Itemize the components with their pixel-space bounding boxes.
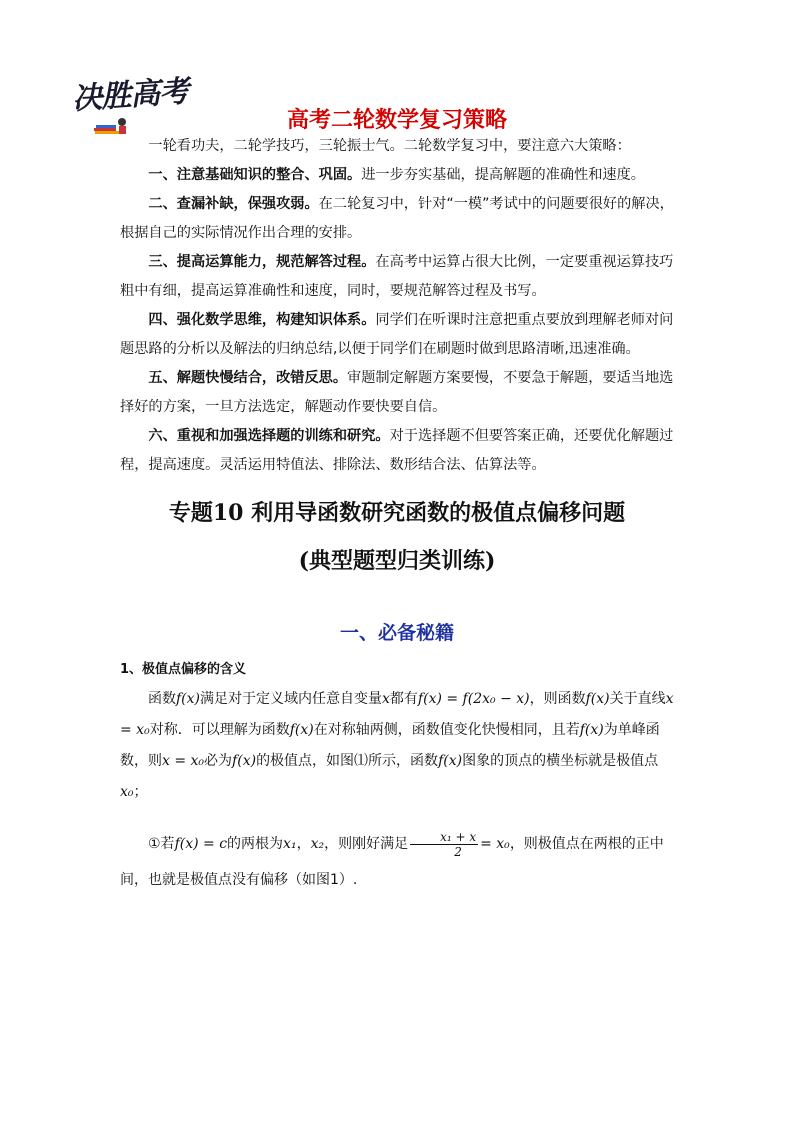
strategy-title: 高考二轮数学复习策略 — [286, 108, 507, 133]
strategy-item-heading: 四、强化数学思维，构建知识体系。 — [148, 312, 376, 328]
paragraph-definition — [120, 684, 680, 808]
text-run: 在对称轴两侧，函数值变化快慢相同，且若 — [313, 722, 580, 738]
strategy-item-text: 在二轮复习中，针对“一模”考试中的问题要很好的解决，根据自己的实际情况作出合理的安排。 — [120, 196, 674, 241]
text-run: 对称．可以理解为函数 — [149, 722, 290, 738]
text-run: 图象的顶点的横坐标就是极值点 — [462, 753, 659, 769]
math-expr: f(x) = c — [174, 836, 228, 852]
math-expr: x₀ — [120, 784, 134, 800]
text-run: 都有 — [389, 691, 418, 707]
text-run: ，则极值点在两根的正中间，也就是极值点没有偏移（如图1）. — [120, 836, 664, 888]
strategy-item-heading: 一、注意基础知识的整合、巩固。 — [148, 167, 362, 183]
fraction-denominator: 2 — [454, 844, 462, 859]
math-expr: = x₀ — [480, 836, 510, 852]
text-run: 关于直线 — [609, 691, 666, 707]
topic-title-line2: (典型题型归类训练) — [298, 548, 496, 574]
strategy-item-text: 进一步夯实基础，提高解题的准确性和速度。 — [361, 167, 645, 183]
strategy-item-text: 在高考中运算占很大比例，一定要重视运算技巧粗中有细，提高运算准确性和速度，同时，要规范解答过程及书写。 — [120, 254, 674, 299]
math-expr: x = x₀ — [120, 691, 674, 738]
topic-title-line1: 专题10 利用导函数研究函数的极值点偏移问题 — [168, 500, 626, 526]
text-run: ，则函数 — [529, 691, 586, 707]
text-run: 的极值点，如图⑴所示，函数 — [256, 753, 439, 769]
strategy-item — [120, 364, 680, 422]
strategy-block — [120, 132, 680, 480]
strategy-item-text: 审题制定解题方案要慢，不要急于解题，要适当地选择好的方案，一旦方法选定，解题动作要快要自信。 — [120, 370, 674, 415]
strategy-item-heading: 六、重视和加强选择题的训练和研究。 — [148, 428, 390, 444]
text-run: 函数 — [148, 691, 176, 707]
strategy-item-heading: 五、解题快慢结合，改错反思。 — [148, 370, 348, 386]
math-expr: f(x) — [289, 722, 314, 738]
strategy-item-heading: 二、查漏补缺，保强攻弱。 — [148, 196, 319, 212]
math-expr: f(x) — [585, 691, 610, 707]
fraction-numerator: x₁ + x — [410, 830, 478, 845]
strategy-item-text: 同学们在听课时注意把重点要放到理解老师对问题思路的分析以及解法的归纳总结,以便于同学们在刷题时做到思路清晰,迅速准确。 — [120, 312, 674, 357]
math-expr: f(x) = f(2x₀ − x) — [417, 691, 530, 707]
fraction — [410, 830, 478, 859]
math-expr: x = x₀ — [162, 753, 205, 769]
strategy-item — [120, 190, 680, 248]
text-run: 的两根为 — [227, 836, 284, 852]
math-expr: f(x) — [176, 691, 201, 707]
math-expr: f(x) — [579, 722, 604, 738]
paragraph-case1 — [120, 826, 680, 898]
text-run: 满足对于定义域内任意自变量 — [200, 691, 383, 707]
strategy-item — [120, 248, 680, 306]
text-run: ， — [296, 836, 311, 852]
strategy-item — [120, 422, 680, 480]
math-expr: x — [382, 691, 390, 707]
strategy-item-heading: 三、提高运算能力，规范解答过程。 — [148, 254, 376, 270]
strategy-item — [120, 306, 680, 364]
text-run: ，则刚好满足 — [324, 836, 409, 852]
text-run: 必为 — [204, 753, 233, 769]
section-subtitle: 1、极值点偏移的含义 — [120, 662, 247, 677]
strategy-item — [120, 161, 680, 190]
section-title: 一、必备秘籍 — [339, 622, 454, 644]
math-expr: x₁ — [283, 836, 297, 852]
strategy-intro: 一轮看功夫，二轮学技巧，三轮振士气。二轮数学复习中，要注意六大策略： — [148, 138, 631, 154]
text-run: 为单峰函数，则 — [120, 722, 660, 769]
math-expr: x₂ — [310, 836, 325, 852]
logo-text: 决胜高考 — [71, 73, 190, 117]
text-run: ； — [133, 784, 148, 800]
text-run: ①若 — [148, 836, 175, 852]
strategy-item-text: 对于选择题不但要答案正确，还要优化解题过程，提高速度。灵活运用特值法、排除法、数形结合法、估算法等。 — [120, 428, 674, 473]
math-expr: f(x) — [232, 753, 257, 769]
math-expr: f(x) — [438, 753, 463, 769]
